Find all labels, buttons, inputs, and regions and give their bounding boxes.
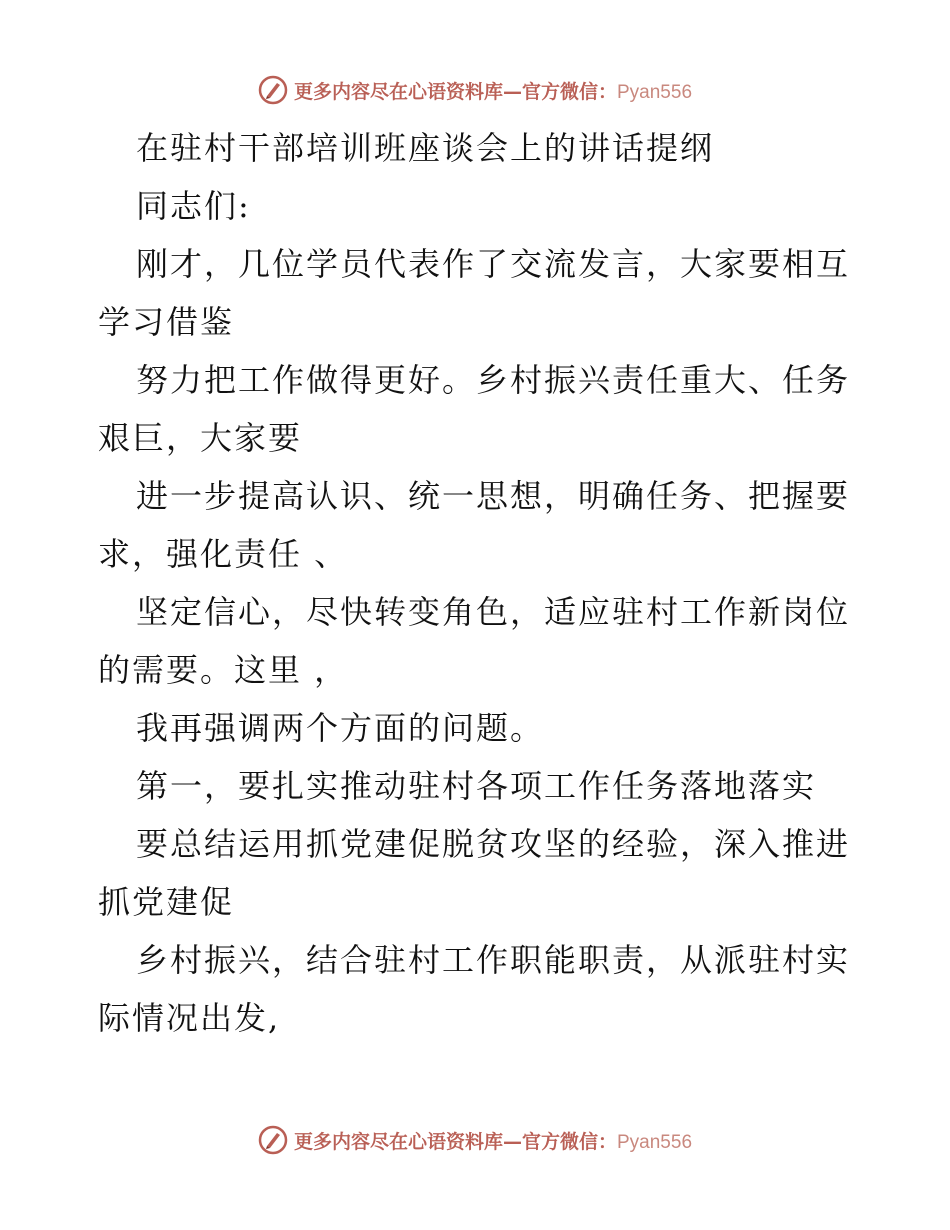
paragraph-line: 学习借鉴 [98, 303, 235, 341]
pen-logo-icon [258, 1125, 288, 1155]
paragraph-line: 我再强调两个方面的问题。 [136, 709, 545, 747]
paragraph-line: 际情况出发, [98, 999, 281, 1037]
watermark-text: 更多内容尽在心语资料库—官方微信：Pyan556 [293, 80, 693, 103]
salutation: 同志们: [136, 187, 251, 225]
paragraph-line: 抓党建促 [98, 883, 235, 921]
paragraph-line: 乡村振兴，结合驻村工作职能职责，从派驻村实 [136, 941, 851, 979]
paragraph-line: 刚才，几位学员代表作了交流发言，大家要相互 [136, 245, 851, 283]
paragraph-line: 要总结运用抓党建促脱贫攻坚的经验，深入推进 [136, 825, 851, 863]
paragraph-line: 进一步提高认识、统一思想，明确任务、把握要 [136, 477, 851, 515]
paragraph-line: 艰巨，大家要 [98, 419, 303, 457]
footer-watermark [0, 1120, 950, 1160]
paragraph-line: 求，强化责任 、 [98, 535, 349, 573]
paragraph-line: 坚定信心，尽快转变角色，适应驻村工作新岗位 [136, 593, 851, 631]
section-heading: 第一，要扎实推动驻村各项工作任务落地落实 [136, 767, 817, 805]
paragraph-line: 的需要。这里 ， [98, 651, 349, 689]
paragraph-line: 努力把工作做得更好。乡村振兴责任重大、任务 [136, 361, 851, 399]
pen-logo-icon [258, 75, 288, 105]
header-watermark [0, 70, 950, 110]
watermark-text: 更多内容尽在心语资料库—官方微信：Pyan556 [293, 1130, 693, 1153]
document-title: 在驻村干部培训班座谈会上的讲话提纲 [136, 129, 715, 167]
